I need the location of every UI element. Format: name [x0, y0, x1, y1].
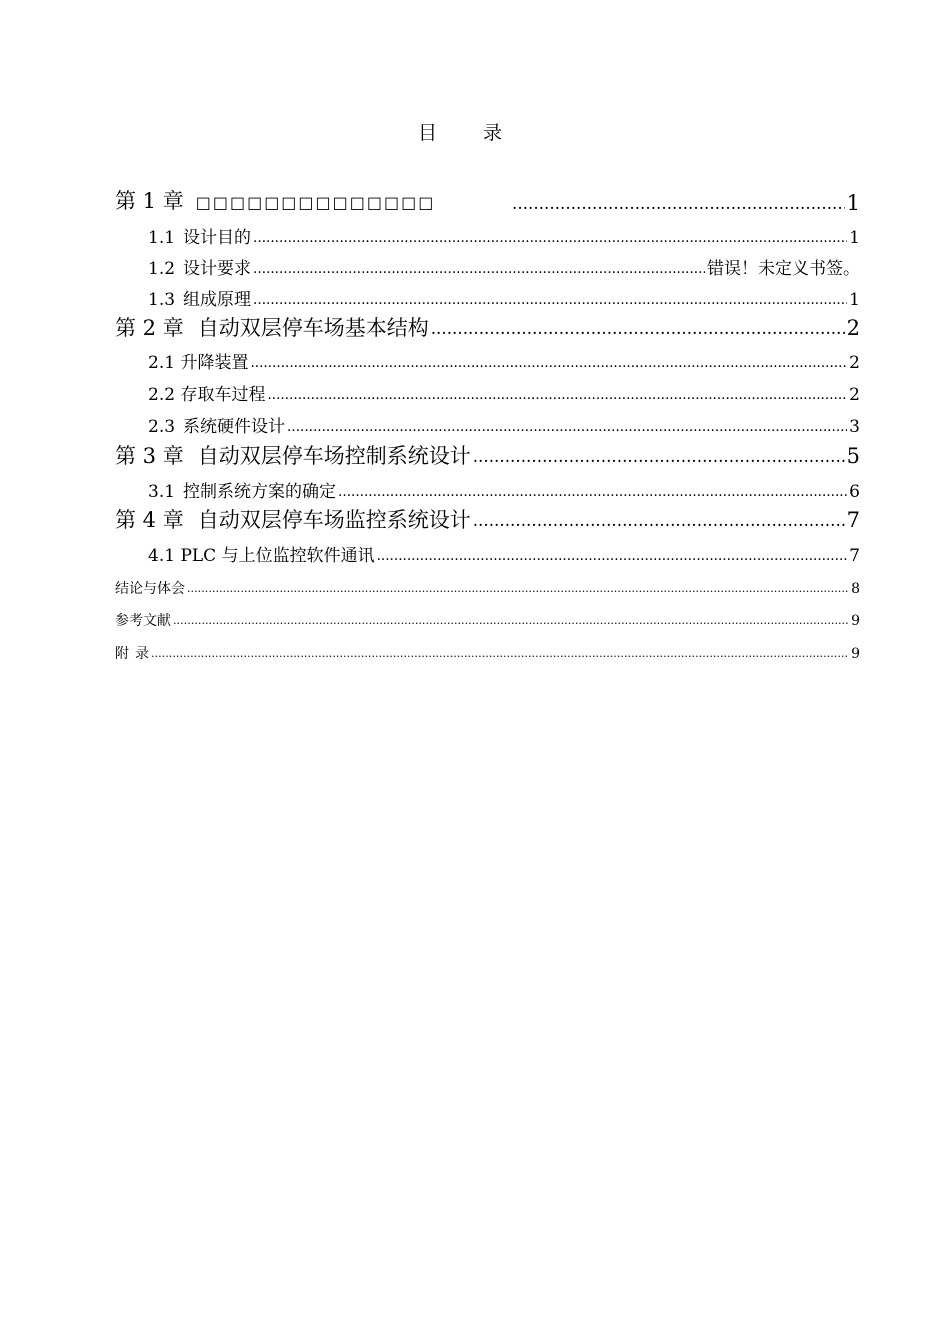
dot-leader	[253, 289, 847, 311]
toc-page-number: 9	[851, 646, 860, 662]
toc-page-number: 1	[849, 290, 860, 310]
toc-page-number: 3	[849, 417, 860, 437]
toc-entry-label: 3.1 控制系统方案的确定	[148, 482, 337, 502]
toc-page-number: 5	[846, 444, 860, 468]
dot-leader	[473, 507, 845, 533]
toc-page-number: 1	[849, 228, 860, 248]
dot-leader	[173, 612, 849, 630]
toc-entry-label: 2.3 系统硬件设计	[148, 417, 286, 437]
toc-entry-section-2-1[interactable]	[148, 352, 860, 374]
toc-page-error-text: 错误！未定义书签。	[707, 259, 860, 279]
toc-entry-label: 附 录	[115, 646, 149, 662]
dot-leader	[253, 258, 705, 280]
dot-leader	[377, 545, 848, 567]
toc-entry-label: 1.3 组成原理	[148, 290, 252, 310]
toc-entry-label: 1.1 设计目的	[148, 228, 252, 248]
dot-leader	[431, 315, 845, 341]
toc-entry-label: 2.2 存取车过程	[148, 385, 266, 405]
toc-entry-section-2-3[interactable]	[148, 416, 860, 438]
dot-leader	[338, 481, 847, 503]
toc-entry-label: 第 3 章 自动双层停车场控制系统设计	[115, 444, 471, 468]
toc-entry-label: 4.1 PLC 与上位监控软件通讯	[148, 546, 375, 566]
toc-page-number: 2	[846, 316, 860, 340]
toc-entry-label: 第 1 章 □□□□□□□□□□□□□□	[115, 189, 436, 213]
dot-leader	[287, 416, 847, 438]
toc-entry-label: 参考文献	[115, 613, 171, 629]
toc-page-number: 2	[849, 353, 860, 373]
toc-entry-section-3-1[interactable]	[148, 481, 860, 503]
toc-entry-label: 第 2 章 自动双层停车场基本结构	[115, 316, 429, 340]
toc-entry-section-2-2[interactable]	[148, 384, 860, 406]
toc-page-number: 2	[849, 385, 860, 405]
dot-leader	[473, 443, 845, 469]
toc-entry-references[interactable]	[115, 612, 860, 630]
dot-leader	[267, 384, 847, 406]
toc-entry-section-1-3[interactable]	[148, 289, 860, 311]
toc-entry-conclusion[interactable]	[115, 580, 860, 598]
toc-page-number: 9	[851, 613, 860, 629]
toc-entry-label: 结论与体会	[115, 581, 185, 597]
toc-entry-chapter-2[interactable]	[115, 315, 860, 341]
dot-leader	[253, 227, 847, 249]
dot-leader	[151, 645, 849, 663]
toc-entry-label: 1.2 设计要求	[148, 259, 252, 279]
dot-leader	[512, 190, 845, 216]
toc-page-number: 7	[849, 546, 860, 566]
toc-entry-section-1-2[interactable]	[148, 258, 860, 280]
toc-entry-appendix[interactable]	[115, 645, 860, 663]
toc-page-number: 8	[851, 581, 860, 597]
toc-page-number: 7	[846, 508, 860, 532]
toc-entry-label: 第 4 章 自动双层停车场监控系统设计	[115, 508, 471, 532]
toc-entry-chapter-4[interactable]	[115, 507, 860, 533]
toc-page-number: 6	[849, 482, 860, 502]
toc-entry-chapter-1[interactable]	[115, 188, 860, 216]
toc-entry-label: 2.1 升降装置	[148, 353, 249, 373]
toc-page-number: 1	[846, 191, 860, 215]
dot-leader	[187, 580, 849, 598]
toc-entry-chapter-3[interactable]	[115, 443, 860, 469]
toc-entry-section-4-1[interactable]	[148, 545, 860, 567]
page-title: 目 录	[417, 122, 523, 144]
dot-leader	[250, 352, 847, 374]
toc-entry-section-1-1[interactable]	[148, 227, 860, 249]
